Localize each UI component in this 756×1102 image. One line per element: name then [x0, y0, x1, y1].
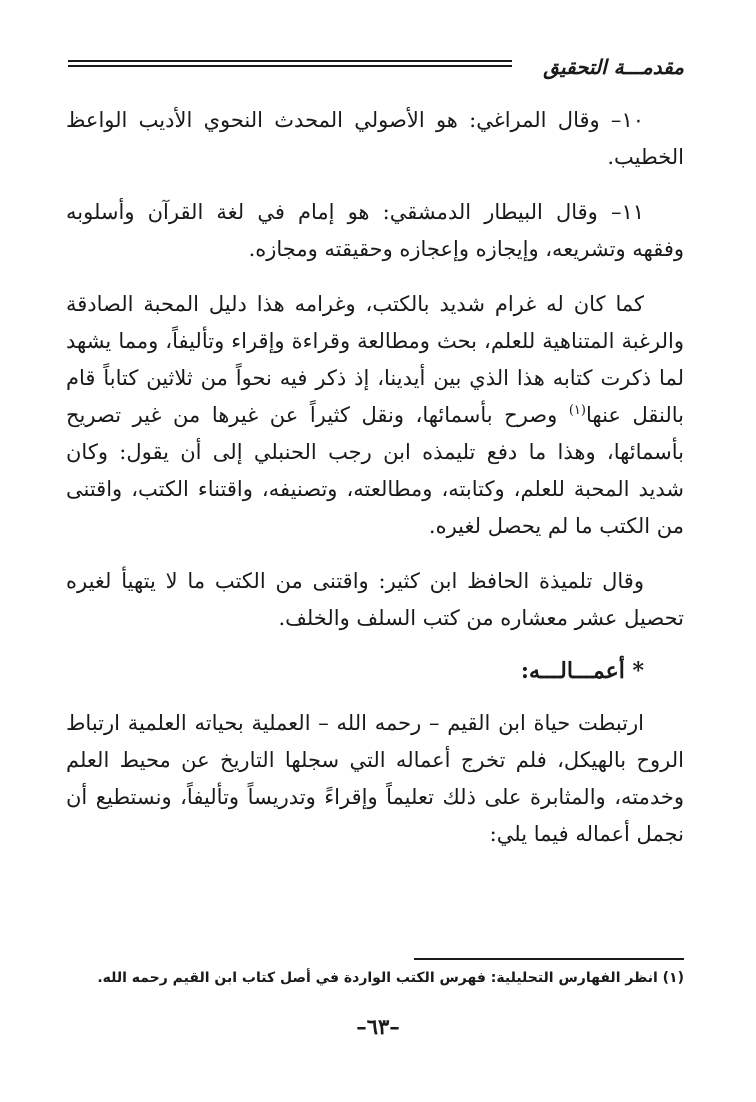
section-heading-works: * أعمـــالـــه:: [520, 658, 644, 684]
page-header: [68, 52, 684, 82]
footnote-text: (١) انظر الفهارس التحليلية: فهرس الكتب الواردة في أصل كتاب ابن القيم رحمه الله.: [97, 970, 684, 986]
quote-paragraph-10: ١٠– وقال المراغي: هو الأصولي المحدث النحوي الأديب الواعظ الخطيب.: [66, 108, 684, 169]
works-paragraph: ارتبطت حياة ابن القيم – رحمه الله – العملية بحياته العلمية ارتباط الروح بالهيكل، فلم تخرج أعماله التي سجلها التاريخ عن محيط العلم وخدمته، والمثابرة على ذلك تعليماً وإقراءً وتدريساً وتأليفاً، ونستطيع أن نجمل أعماله فيما يلي:: [66, 711, 684, 846]
footnote-reference: (١): [568, 403, 586, 418]
love-of-books-paragraph: [66, 286, 684, 545]
main-text: [66, 102, 684, 871]
quote-paragraph-11: ١١– وقال البيطار الدمشقي: هو إمام في لغة القرآن وأسلوبه وفقهه وتشريعه، وإيجازه وإعجازه وحقيقته ومجازه.: [66, 200, 684, 261]
running-head-title: مقدمـــة التحقيق: [543, 55, 684, 79]
header-double-rule: [68, 60, 512, 67]
love-paragraph-text-start: كما كان له غرام شديد بالكتب، وغرامه هذا دليل المحبة الصادقة والرغبة المتناهية للعلم، بحث ومطالعة وقراءة وإقراء وتأليفاً، ومما يشهد لما ذكرت كتابه هذا الذي بين أيدينا، إذ ذكر فيه نحواً من ثلاثين كتاباً قام بالنقل عنها: [66, 292, 684, 427]
page-number: –٦٣–: [356, 1014, 400, 1039]
love-paragraph-text-end: وصرح بأسمائها، ونقل كثيراً عن غيرها من غير تصريح بأسمائها، وهذا ما دفع تليمذه ابن رجب الحنبلي إلى أن يقول: وكان شديد المحبة للعلم، وكتابته، ومطالعته، وتصنيفه، واقتناء الكتب، واقتنى من الكتب ما لم يحصل لغيره.: [66, 403, 684, 538]
ibn-kathir-paragraph: وقال تلميذة الحافظ ابن كثير: واقتنى من الكتب ما لا يتهيأ لغيره تحصيل عشر معشاره من كتب السلف والخلف.: [66, 569, 684, 630]
footnote-separator: [414, 958, 684, 960]
